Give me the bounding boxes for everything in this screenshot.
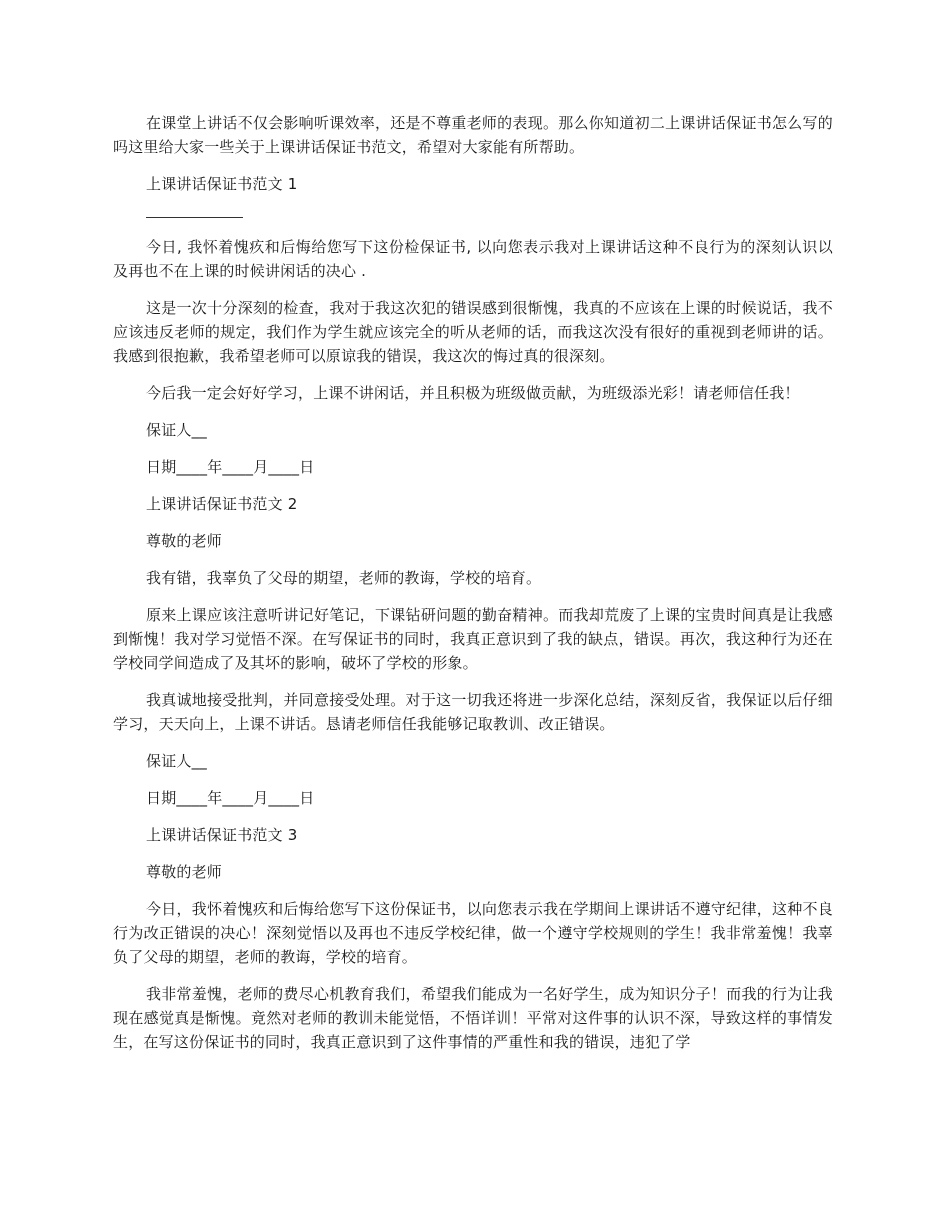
salutation: 尊敬的老师 bbox=[146, 863, 223, 881]
paragraph: 这是一次十分深刻的检查，我对于我这次犯的错误感到很惭愧，我真的不应该在上课的时候说话，我不应该违反老师的规定，我们作为学生就应该完全的听从老师的话，而我这次没有很好的重视到老师讲的话。我感到很抱歉，我希望老师可以原谅我的错误，我这次的悔过真的很深刻。 bbox=[113, 299, 833, 365]
paragraph: 我真诚地接受批判，并同意接受处理。对于这一切我还将进一步深化总结，深刻反省，我保证以后仔细学习，天天向上，上课不讲话。恳请老师信任我能够记取教训、改正错误。 bbox=[113, 691, 833, 733]
paragraph: 原来上课应该注意听讲记好笔记，下课钻研问题的勤奋精神。而我却荒废了上课的宝贵时间真是让我感到惭愧！我对学习觉悟不深。在写保证书的同时，我真正意识到了我的缺点，错误。再次，我这种行为还在学校同学间造成了及其坏的影响，破坏了学校的形象。 bbox=[113, 606, 833, 672]
guarantor-line: 保证人__ bbox=[146, 752, 208, 770]
section-heading-2: 上课讲话保证书范文 2 bbox=[146, 495, 298, 513]
paragraph: 今日, 我怀着愧疚和后悔给您写下这份检保证书, 以向您表示我对上课讲话这种不良行为的深刻认识以及再也不在上课的时候讲闲话的决心 . bbox=[113, 238, 833, 280]
guarantor-line: 保证人__ bbox=[146, 421, 208, 439]
salutation: 尊敬的老师 bbox=[146, 532, 223, 550]
intro-paragraph: 在课堂上讲话不仅会影响听课效率，还是不尊重老师的表现。那么你知道初二上课讲话保证书怎么写的吗这里给大家一些关于上课讲话保证书范文，希望对大家能有所帮助。 bbox=[113, 114, 833, 156]
paragraph: 我非常羞愧，老师的费尽心机教育我们，希望我们能成为一名好学生，成为知识分子！而我的行为让我现在感觉真是惭愧。竟然对老师的教训未能觉悟，不悟详训！平常对这件事的认识不深，导致这样的事情发生，在写这份保证书的同时，我真正意识到了这件事情的严重性和我的错误，违犯了学 bbox=[113, 985, 833, 1051]
paragraph: 今日，我怀着愧疚和后悔给您写下这份保证书，以向您表示我在学期间上课讲话不遵守纪律，这种不良行为改正错误的决心！深刻觉悟以及再也不违反学校纪律，做一个遵守学校规则的学生！我非常羞愧！我辜负了父母的期望，老师的教诲，学校的培育。 bbox=[113, 900, 833, 966]
paragraph: 我有错，我辜负了父母的期望，老师的教诲，学校的培育。 bbox=[146, 569, 542, 587]
section-heading-1: 上课讲话保证书范文 1 bbox=[146, 175, 298, 193]
date-line: 日期____年____月____日 bbox=[146, 789, 315, 807]
section-heading-3: 上课讲话保证书范文 3 bbox=[146, 826, 298, 844]
document-body bbox=[113, 111, 833, 1054]
paragraph: 今后我一定会好好学习，上课不讲闲话，并且积极为班级做贡献，为班级添光彩！请老师信任我！ bbox=[146, 384, 800, 402]
date-line: 日期____年____月____日 bbox=[146, 458, 315, 476]
